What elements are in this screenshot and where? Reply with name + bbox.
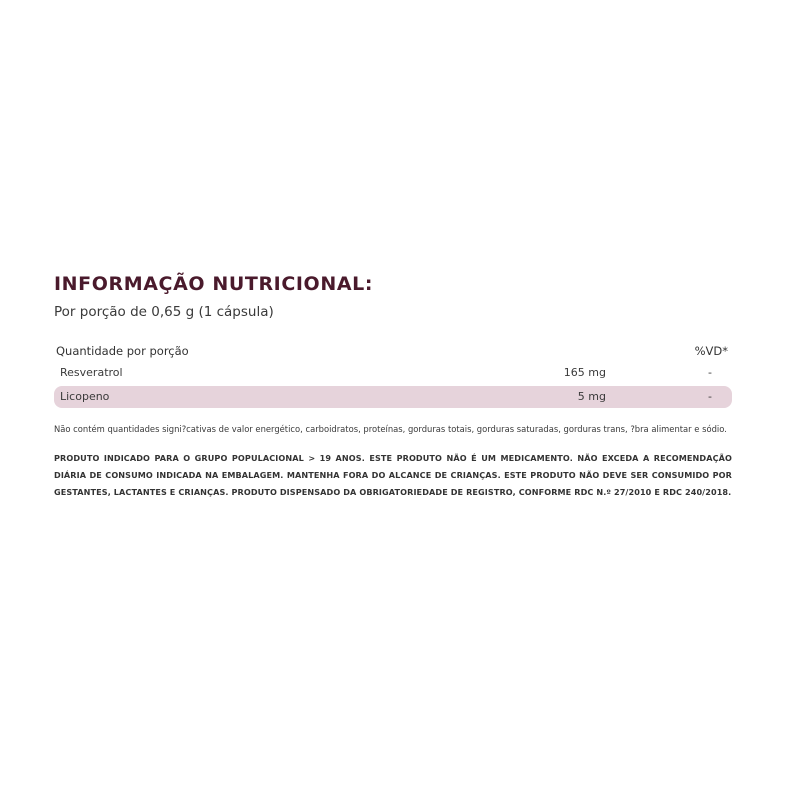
- nutrient-name: Resveratrol: [60, 366, 123, 379]
- quantity-header: Quantidade por porção: [56, 344, 189, 358]
- nutrition-info-panel: [54, 270, 732, 501]
- table-header: [54, 342, 732, 360]
- nutrition-title: INFORMAÇÃO NUTRICIONAL:: [54, 273, 374, 295]
- dv-header: %VD*: [694, 344, 728, 358]
- nutrient-dv: -: [708, 390, 712, 403]
- nutrient-amount: 165 mg: [563, 366, 606, 379]
- footnote: Não contém quantidades signi?cativas de valor energético, carboidratos, proteínas, gorduras totais, gorduras saturadas, gorduras trans, ?bra alimentar e sódio.: [54, 424, 727, 434]
- nutrient-dv: -: [708, 366, 712, 379]
- table-row: [54, 362, 732, 384]
- nutrient-amount: 5 mg: [577, 390, 606, 403]
- portion-size: Por porção de 0,65 g (1 cápsula): [54, 304, 274, 320]
- nutrient-name: Licopeno: [60, 390, 110, 403]
- table-row: [54, 386, 732, 408]
- regulatory-warning: PRODUTO INDICADO PARA O GRUPO POPULACIONAL > 19 ANOS. ESTE PRODUTO NÃO É UM MEDICAMENTO. NÃO EXCEDA A RECOMENDAÇÃO DIÁRIA DE CONSUMO INDICADA NA EMBALAGEM. MANTENHA FORA DO ALCANCE DE CRIANÇAS. ESTE PRODUTO NÃO DEVE SER CONSUMIDO POR GESTANTES, LACTANTES E CRIANÇAS. PRODUTO DISPENSADO DA OBRIGATORIEDADE DE REGISTRO, CONFORME RDC N.º 27/2010 E RDC 240/2018.: [54, 453, 732, 497]
